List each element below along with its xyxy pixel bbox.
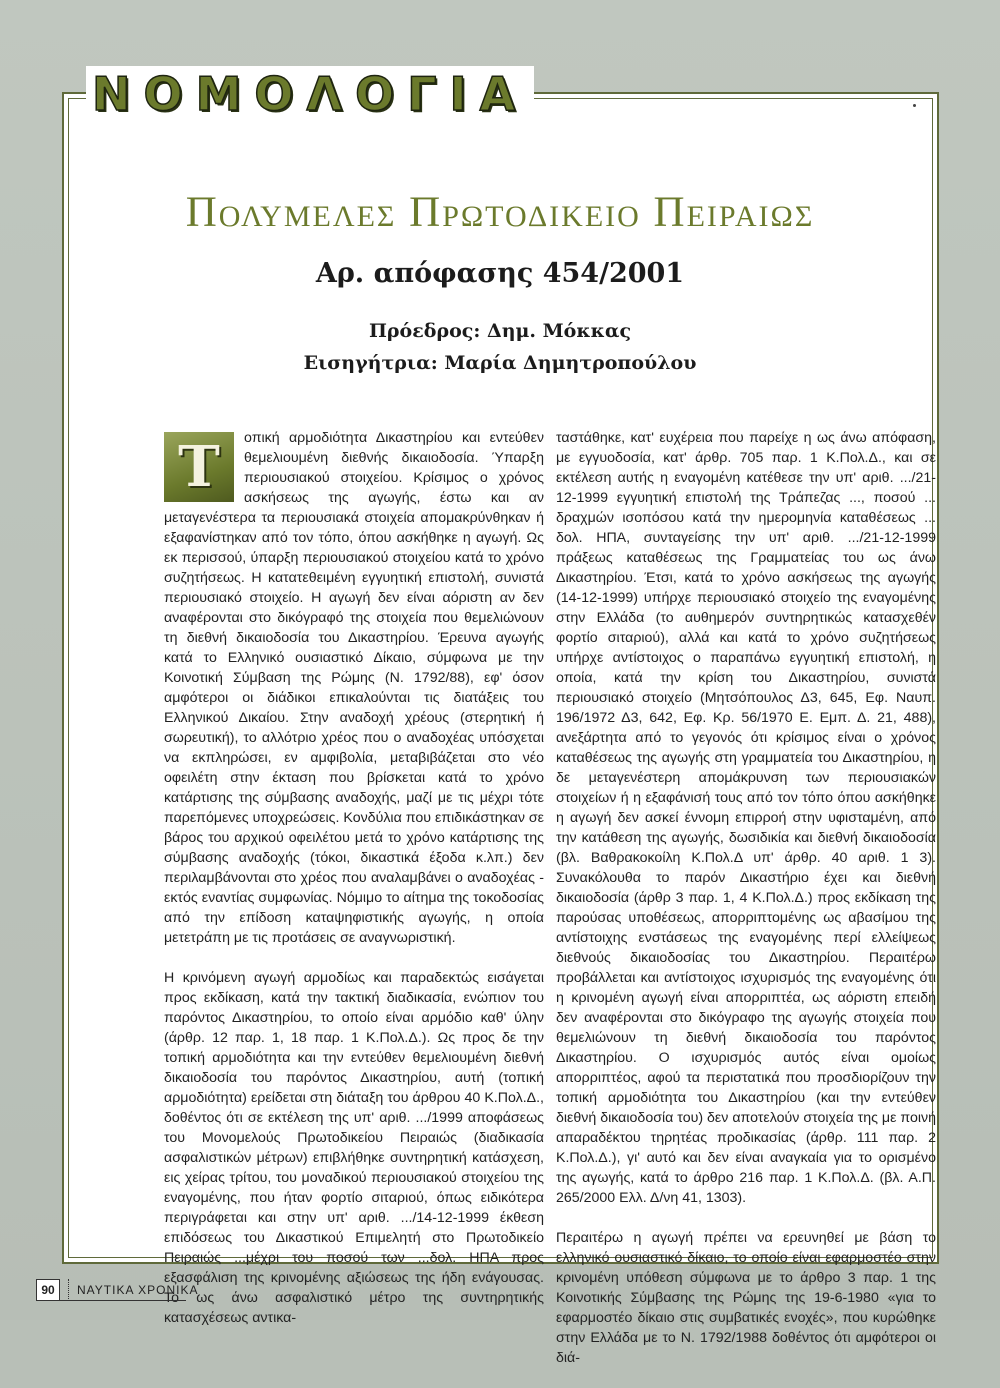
section-title: ΝΟΜΟΛΟΓΙΑ	[86, 66, 534, 122]
drop-cap: Τ	[164, 432, 234, 502]
court-title: Πολυμελες Πρωτοδικειο Πειραιως	[185, 189, 815, 236]
president: Πρόεδρος: Δημ. Μόκκας	[368, 320, 632, 342]
paragraph: Η κρινόμενη αγωγή αρμοδίως και παραδεκτώς εισάγεται προς εκδίκαση, κατά την τακτική διαδικασία, ενώπιον του παρόντος Δικαστηρίου, το οποίο είναι αρμόδιο καθ' ύλην (άρθρ. 12 παρ. 1, 18 παρ. 1 Κ.Πολ.Δ.). Ως προς δε την τοπική αρμοδιότητα και την εντεύθεν θεμελιουμένη διεθνή δικαιοδοσία του παρόντος Δικαστηρίου, αυτή (τοπική αρμοδιότητα) ερείδεται στη διάταξη του άρθρου 40 Κ.Πολ.Δ., δοθέντος ότι σε εκτέλεση της υπ' αριθ. .../1999 αποφάσεως του Μονομελούς Πρωτοδικείου Πειραιώς (διαδικασία ασφαλιστικών μέτρων) επιβλήθηκε συντηρητική κατάσχεση, εις χείρας τρίτου, του μοναδικού περιουσιακού στοιχείου της εναγομένης, που ήταν φορτίο σιταριού, όπως ειδικότερα περιγράφεται και στην υπ' αριθ. .../14-12-1999 έκθεση επιδόσεως του Δικαστικού Επιμελητή στο Πρωτοδικείο Πειραιώς ...μέχρι του ποσού των ...δολ. ΗΠΑ προς εξασφάλιση της κρινομένης αξιώσεως της ήδη ενάγουσας. Το ως άνω ασφαλιστικό μέτρο της συντηρητικής κατασχέσεως αντικα-	[164, 970, 544, 1326]
margin-mark	[913, 104, 916, 107]
magazine-name: ΝΑΥΤΙΚΑ ΧΡΟΝΙΚΑ	[77, 1283, 199, 1297]
paragraph-text: οπική αρμοδιότητα Δικαστηρίου και εντεύθεν θεμελιουμένη διεθνής δικαιοδοσία. Ύπαρξη περιουσιακού στοιχείου. Κρίσιμος ο χρόνος ασκήσεως της αγωγής, έστω και αν μεταγενέστερα τα περιουσιακά στοιχεία απομακρύνθηκαν ή εξαφανίστηκαν από τον τόπο, όπου ασκήθηκε η αγωγή. Ως εκ περισσού, ύπαρξη περιουσιακού στοιχείου κατά το χρόνο συζητήσεως. Η κατατεθειμένη εγγυητική επιστολή, συνιστά περιουσιακό στοιχείο. Η αγωγή δεν είναι αόριστη αν δεν αναφέρονται στο δικόγραφό της στοιχεία που θεμελιώνουν τη διεθνή δικαιοδοσία του Δικαστηρίου. Έρευνα αγωγής κατά το Ελληνικό ουσιαστικό Δίκαιο, σύμφωνα με την Κοινοτική Σύμβαση της Ρώμης (Ν. 1792/88), εφ' όσον αμφότεροι οι διάδικοι επικαλούνται τις διατάξεις του Ελληνικού Δικαίου. Στην αναδοχή χρέους (στερητική ή σωρευτική), το αλλότριο χρέος που ο αναδοχέας υπόσχεται να εκπληρώσει, εν αμφιβολία, μεταβιβάζεται στο νέο οφειλέτη στην έκταση που βρίσκεται κατά το χρόνο κατάρτισης της σύμβασης αναδοχής, μαζί με τις μέχρι τότε παρεπόμενες υποχρεώσεις. Κονδύλια που επιδικάστηκαν σε βάρος του αρχικού οφειλέτου μετά το χρόνο κατάρτισης της σύμβασης αναδοχής (τόκοι, δικαστικά έξοδα κ.λπ.) δεν περιλαμβάνονται στο χρέος που αναλαμβάνει ο αναδοχέας - εκτός εναντίας συμφωνίας. Νόμιμο το αίτημα της τοκοδοσίας από την επίδοση καταψηφιστικής αγωγής, η οποία μετετράπη με τις προτάσεις σε αναγνωριστική.	[164, 430, 544, 946]
paragraph: Περαιτέρω η αγωγή πρέπει να ερευνηθεί με βάση το ελληνικό ουσιαστικό δίκαιο, το οποίο είναι εφαρμοστέο στην κρινομένη υπόθεση σύμφωνα με το άρθρο 3 παρ. 1 της Κοινοτικής Σύμβασης της Ρώμης της 19-6-1980 «για το εφαρμοστέο δίκαιο στις συμβατικές ενοχές», που κυρώθηκε στην Ελλάδα με το Ν. 1792/1988 δοθέντος ότι αμφότεροι οι διά-	[556, 1230, 936, 1366]
page-number: 90	[36, 1279, 60, 1301]
page-footer	[36, 1278, 198, 1302]
footer-divider	[68, 1279, 69, 1301]
footer-rule	[36, 1300, 186, 1301]
left-column	[164, 428, 544, 1348]
rapporteur: Εισηγήτρια: Μαρία Δημητροπούλου	[303, 352, 697, 374]
paragraph	[164, 428, 544, 948]
decision-number: Αρ. απόφασης 454/2001	[315, 258, 685, 289]
right-column	[556, 428, 936, 1388]
paragraph: ταστάθηκε, κατ' ευχέρεια που παρείχε η ως άνω απόφαση, με εγγυοδοσία, κατ' άρθρ. 705 παρ. 1 Κ.Πολ.Δ., και σε εκτέλεση αυτής η εναγομένη κατέθεσε την υπ' αριθ. .../21-12-1999 εγγυητική επιστολή της Τράπεζας ..., ποσού ... δραχμών ισοπόσου κατά την ημερομηνία καταθέσεως ... δολ. ΗΠΑ, συνταγείσης την υπ' αριθ. .../21-12-1999 πράξεως καταθέσεως της Γραμματείας του ως άνω Δικαστηρίου. Έτσι, κατά το χρόνο ασκήσεως της αγωγής (14-12-1999) υπήρχε περιουσιακό στοιχείο της εναγομένης στην Ελλάδα (το αυθημερόν συντηρητικώς κατασχεθέν φορτίο σιταριού), αλλά και κατά το χρόνο συζητήσεως υπήρχε αντίστοιχος ο παραπάνω εγγυητική επιστολή, η οποία, κατά την κρίση του Δικαστηρίου, συνιστά περιουσιακό στοιχείο (Μητσόπουλος Δ3, 645, Εφ. Ναυπ. 196/1972 Δ3, 642, Εφ. Κρ. 56/1970 Ε. Εμπ. Δ. 21, 488), ανεξάρτητα από το γεγονός ότι κρίσιμος είναι ο χρόνος καταθέσεως της αγωγής στη γραμματεία του Δικαστηρίου, η δε μεταγενέστερη απομάκρυνση των περιουσιακών στοιχείων ή η εξαφάνισή τους από τον τόπο όπου ασκήθηκε η αγωγή δεν ασκεί έννομη επιρροή στην υφισταμένη, από την κατάθεση της αγωγής, δωσιδικία και διεθνή δικαιοδοσία (βλ. Βαθρακοκοίλη Κ.Πολ.Δ υπ' άρθρ. 40 αριθ. 1 3). Συνακόλουθα το παρόν Δικαστήριο έχει και διεθνή δικαιοδοσία (άρθρ 3 παρ. 1, 4 Κ.Πολ.Δ.) προς εκδίκαση της παρούσας υποθέσεως, απορριπτομένης ως αβασίμου της αντίστοιχης ενστάσεως της εναγομένης περί ελλείψεως διεθνούς δικαιοδοσίας του Δικαστηρίου. Περαιτέρω προβάλλεται και αντίστοιχος ισχυρισμός της εναγομένης ότι η κρινομένη αγωγή είναι απορριπτέα, ως αόριστη επειδή δεν αναφέρονται στο δικόγραφο της αγωγής στοιχεία που θεμελιώνουν τη διεθνή δικαιοδοσία του παρόντος Δικαστηρίου. Ο ισχυρισμός αυτός είναι ομοίως απορριπτέος, αφού τα περιστατικά που προσδιορίζουν την τοπική αρμοδιότητα του Δικαστηρίου (και την εντεύθεν διεθνή δικαιοδοσία του) δεν αποτελούν στοιχεία της με ποινή απαραδέκτου τηρητέας προδικασίας (άρθρ. 111 παρ. 2 Κ.Πολ.Δ.), γι' αυτό και δεν είναι αναγκαία για το ορισμένο της αγωγής, κατά το άρθρο 216 παρ. 1 Κ.Πολ.Δ. (βλ. Α.Π. 265/2000 Ελλ. Δ/νη 41, 1303).	[556, 430, 936, 1206]
